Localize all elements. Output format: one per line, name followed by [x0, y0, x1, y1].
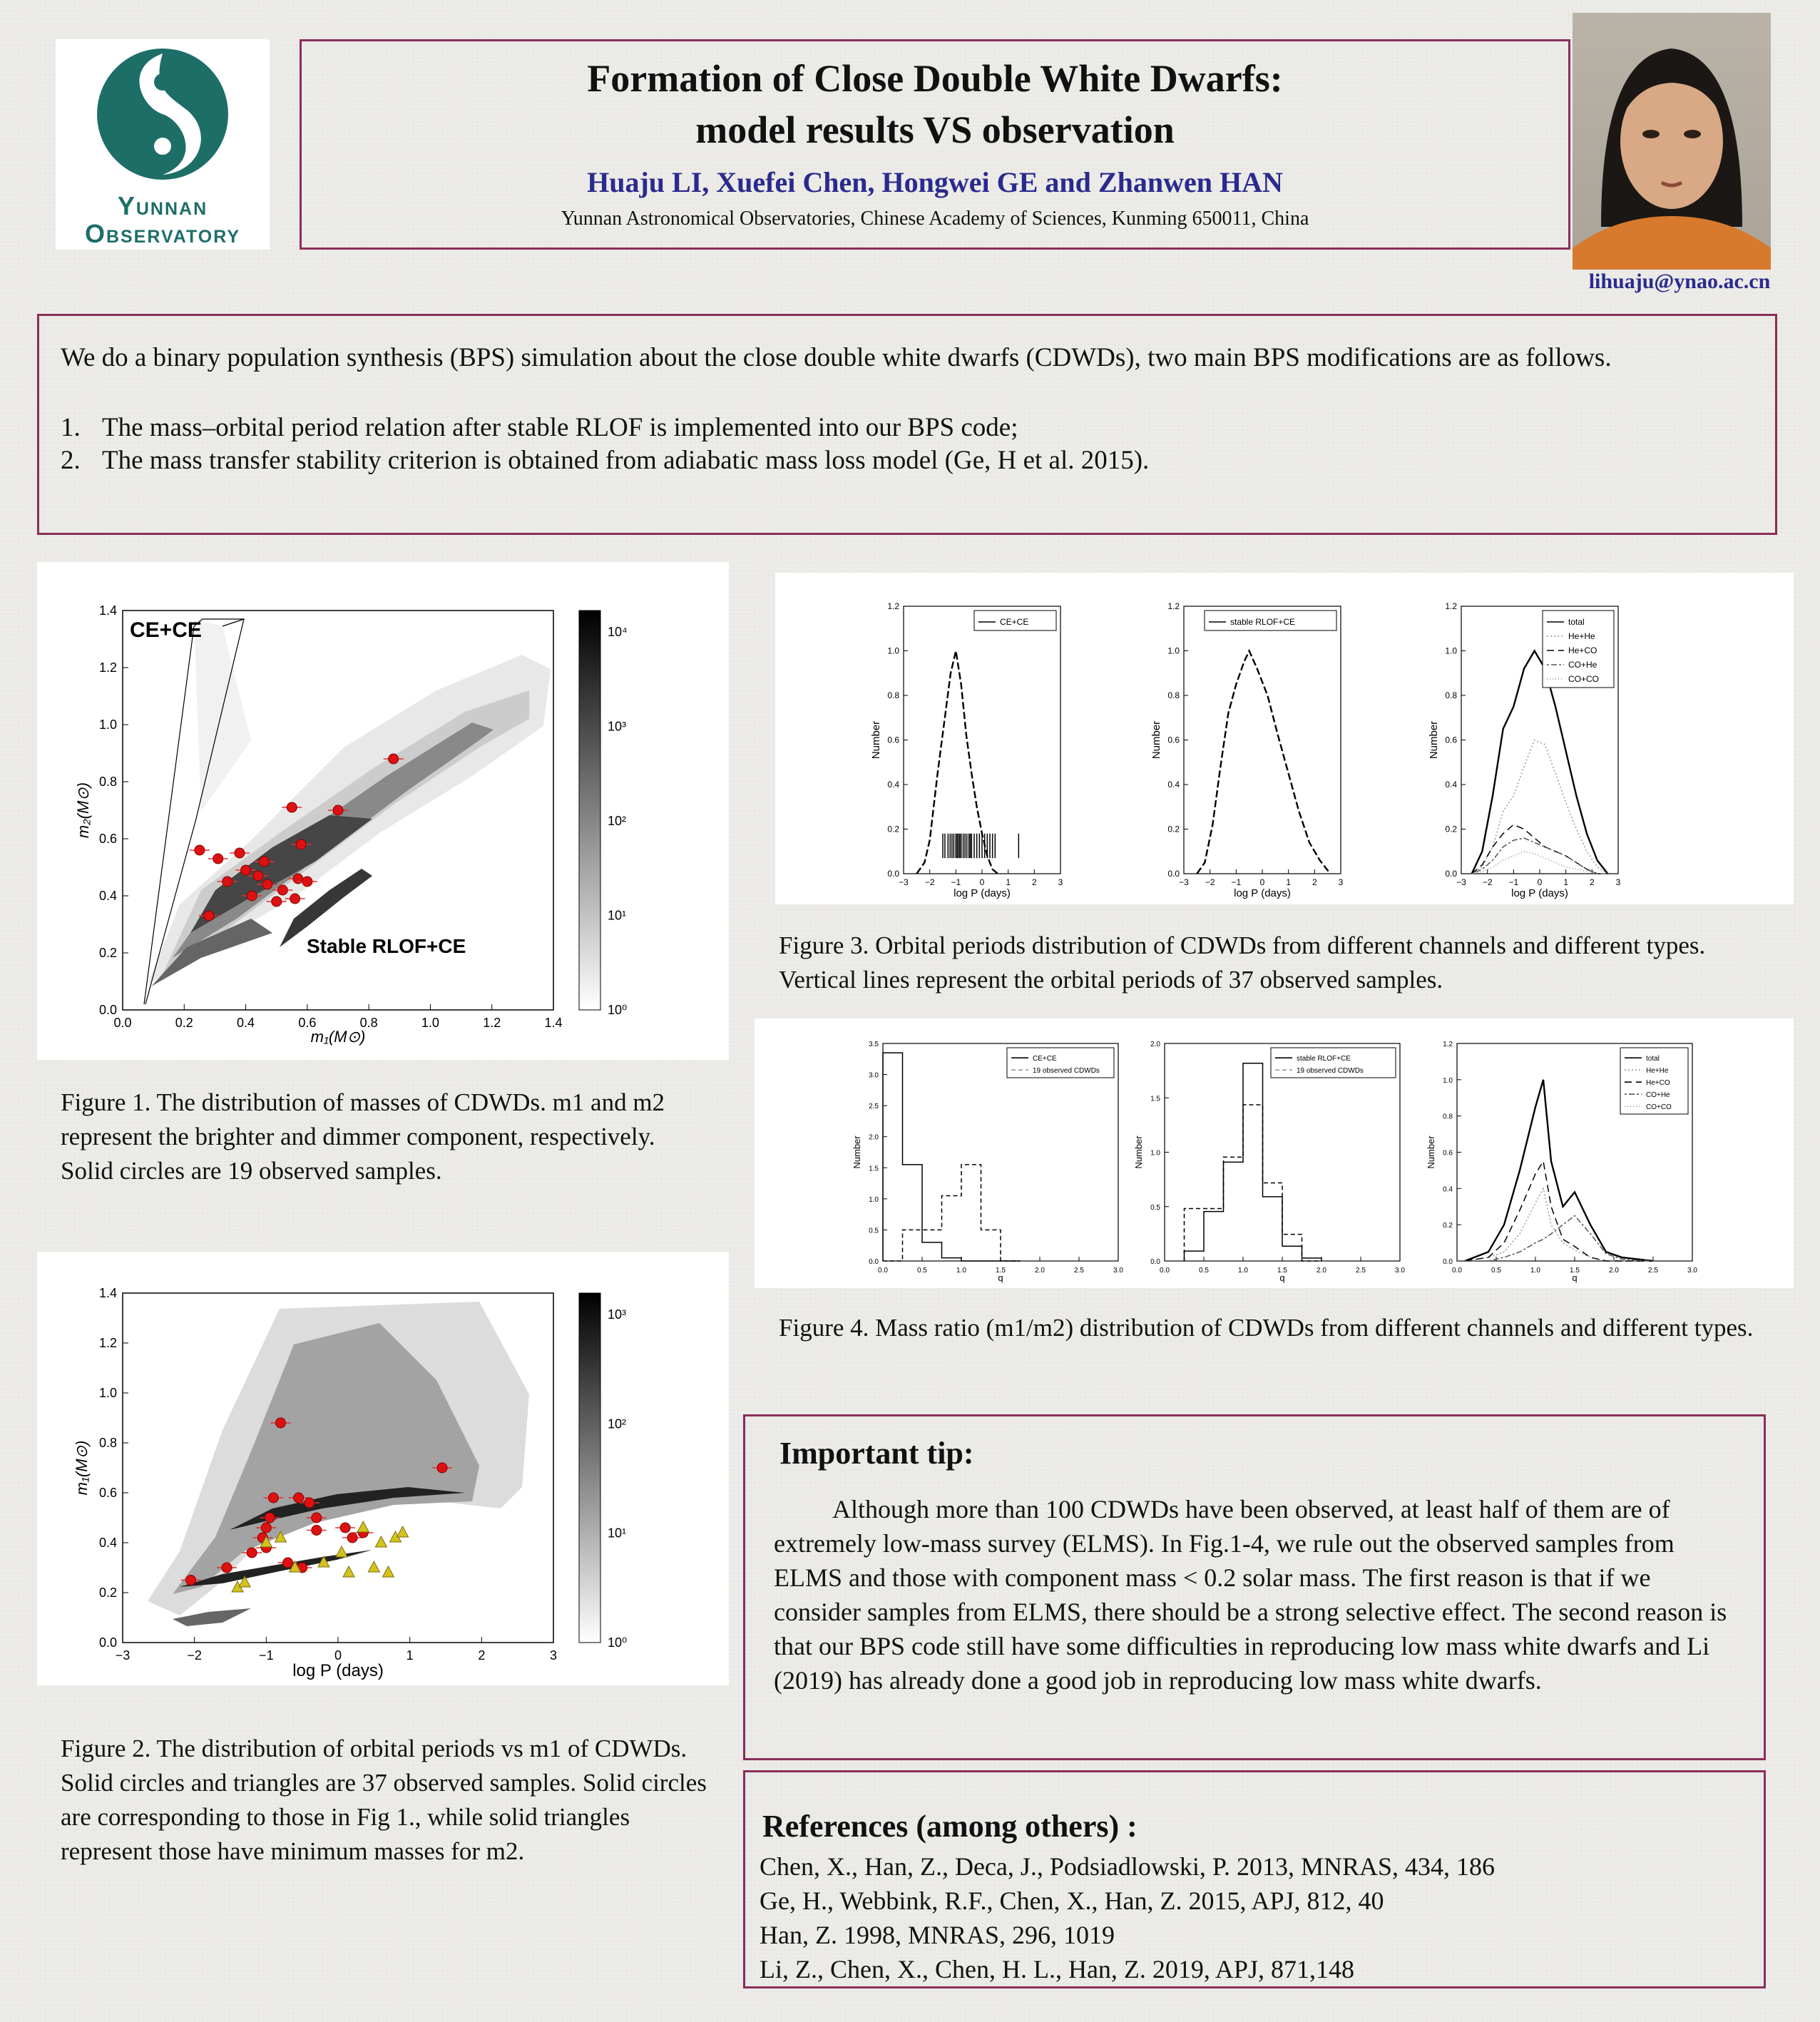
x-axis-label: log P (days)	[1234, 887, 1291, 899]
observed-circle	[262, 879, 272, 889]
x-tick-label: 3	[1058, 877, 1063, 887]
intro-text: We do a binary population synthesis (BPS) simulation about the close double white dwarfs (CDWDs), two main BPS modifications are as follows.	[61, 343, 1612, 372]
y-axis-label: Number	[852, 1135, 862, 1169]
x-tick-label: 0.4	[237, 1016, 255, 1030]
fig1-xlabel: m₁(M⊙)	[310, 1028, 366, 1046]
observed-circle	[259, 857, 269, 867]
y-tick-label: 3.5	[869, 1041, 879, 1048]
observed-circle	[302, 877, 312, 887]
y-tick-label: 0.8	[1443, 1113, 1453, 1121]
observed-circle	[312, 1526, 322, 1536]
y-tick-label: 2.0	[869, 1133, 879, 1142]
observed-circle	[290, 894, 300, 904]
x-tick-label: 1.4	[544, 1016, 563, 1030]
figure4-caption: Figure 4. Mass ratio (m1/m2) distribution of CDWDs from different channels and different types.	[779, 1314, 1754, 1342]
email[interactable]: lihuaju@ynao.ac.cn	[1588, 270, 1771, 293]
x-tick-label: 2	[1312, 877, 1317, 887]
reference-item-3: Han, Z. 1998, MNRAS, 296, 1019	[760, 1921, 1115, 1949]
colorbar-tick-label: 10²	[608, 814, 627, 828]
figure3-chart	[775, 573, 1794, 904]
figure1-panel	[37, 562, 729, 1060]
figure3-caption: Figure 3. Orbital periods distribution of CDWDs from different channels and different types. Vertical lines represent the orbital periods of 37 observed samples.	[779, 931, 1706, 994]
x-tick-label: 0.5	[1491, 1267, 1501, 1275]
observed-circle	[296, 839, 306, 849]
y-tick-label: 0.5	[869, 1227, 879, 1235]
x-axis-label: log P (days)	[954, 887, 1011, 899]
y-tick-label: 0.6	[887, 735, 899, 745]
y-tick-label: 2.0	[1150, 1041, 1160, 1048]
intro-item-2	[61, 444, 1149, 477]
x-tick-label: 0.0	[1452, 1267, 1462, 1275]
y-tick-label: 0.0	[98, 1003, 117, 1017]
y-tick-label: 1.2	[1445, 601, 1457, 611]
reference-item-2: Ge, H., Webbink, R.F., Chen, X., Han, Z. 2015, APJ, 812, 40	[760, 1886, 1384, 1915]
legend-label: CO+CO	[1646, 1103, 1672, 1112]
observed-circle	[294, 1493, 304, 1503]
y-tick-label: 1.0	[98, 718, 117, 732]
x-tick-label: 0	[334, 1648, 342, 1663]
affiliation: Yunnan Astronomical Observatories, Chinese Academy of Sciences, Kunming 650011, China	[561, 208, 1309, 230]
y-tick-label: 1.4	[98, 1286, 117, 1300]
y-tick-label: 1.0	[98, 1386, 117, 1400]
x-tick-label: 0.0	[113, 1016, 132, 1030]
observed-circle	[235, 848, 245, 858]
x-tick-label: 3.0	[1395, 1267, 1405, 1275]
y-tick-label: 1.0	[1445, 645, 1457, 656]
observed-circle	[268, 1493, 278, 1503]
x-tick-label: −1	[1508, 877, 1519, 887]
x-tick-label: 0	[979, 877, 985, 887]
fig2-colorbar-ticks	[608, 1307, 627, 1650]
colorbar-tick-label: 10³	[608, 719, 627, 734]
observed-circle	[265, 1513, 275, 1523]
y-tick-label: 0.0	[1150, 1258, 1160, 1266]
intro-box	[37, 314, 1777, 535]
observed-circle	[213, 854, 223, 864]
x-tick-label: 0	[1537, 877, 1543, 887]
y-tick-label: 0.5	[1150, 1203, 1160, 1212]
observed-circle	[283, 1558, 293, 1568]
tip-text: Although more than 100 CDWDs have been observed, at least half of them are of extremely low-mass survey (ELMS). In Fig.1-4, we rule out the observed samples from ELMS and those with component mass < 0.2 solar mass. The first reason is that if we consider samples from ELMS, there should be a strong selective effect. The second reason is that our BPS code still have some difficulties in reproducing low mass white dwarfs and Li (2019) has already done a good job in reproducing low mass white dwarfs.	[774, 1495, 1727, 1695]
subplot-frame	[1184, 606, 1341, 874]
y-tick-label: 1.0	[1150, 1149, 1160, 1158]
x-tick-label: 0	[1259, 877, 1265, 887]
y-tick-label: 0.8	[98, 1436, 117, 1450]
intro-item-2-number: 2.	[61, 446, 81, 475]
colorbar-tick-label: 10²	[608, 1416, 627, 1431]
x-tick-label: 1.2	[483, 1016, 501, 1030]
y-tick-label: 0.4	[98, 1536, 117, 1550]
y-tick-label: 0.4	[1167, 780, 1180, 790]
legend-label: stable RLOF+CE	[1297, 1055, 1351, 1063]
y-tick-label: 0.4	[1445, 780, 1457, 790]
x-tick-label: 3	[1338, 877, 1344, 887]
reference-item-4: Li, Z., Chen, X., Chen, H. L., Han, Z. 2019, APJ, 871,148	[760, 1955, 1354, 1983]
logo-line1: Yunnan	[117, 191, 208, 220]
x-tick-label: 1	[1286, 877, 1292, 887]
colorbar-tick-label: 10¹	[608, 908, 627, 923]
title-box	[300, 39, 1570, 250]
x-tick-label: 0.0	[1160, 1267, 1170, 1275]
tip-heading: Important tip:	[779, 1436, 974, 1471]
references-list	[760, 1849, 1495, 1986]
legend-label: CE+CE	[1033, 1055, 1057, 1063]
y-axis-label: Number	[1150, 720, 1162, 760]
observed-circle	[241, 865, 251, 875]
x-tick-label: 0.2	[175, 1016, 193, 1030]
x-tick-label: 0.6	[298, 1016, 317, 1030]
observed-circle	[261, 1523, 271, 1533]
x-axis-label: q	[1279, 1272, 1285, 1283]
x-tick-label: 0.5	[1199, 1267, 1209, 1275]
intro-item-2-text: The mass transfer stability criterion is obtained from adiabatic mass loss model (Ge, H et al. 2015).	[102, 446, 1150, 475]
portrait-icon	[1573, 13, 1771, 270]
y-tick-label: 1.2	[887, 601, 899, 611]
y-tick-label: 0.0	[1443, 1258, 1453, 1266]
x-tick-label: 3.0	[1687, 1267, 1697, 1275]
x-tick-label: −3	[899, 877, 909, 887]
colorbar-tick-label: 10¹	[608, 1526, 627, 1541]
legend-label: CE+CE	[1000, 617, 1029, 627]
y-tick-label: 0.6	[98, 832, 117, 846]
observed-circle	[287, 802, 297, 812]
colorbar-tick-label: 10⁰	[608, 1635, 628, 1650]
observed-circle	[277, 885, 287, 895]
y-axis-label: Number	[1426, 1135, 1436, 1169]
observed-circle	[253, 871, 263, 881]
observed-circle	[347, 1533, 357, 1543]
y-tick-label: 1.0	[869, 1195, 879, 1204]
x-tick-label: −1	[951, 877, 961, 887]
x-tick-label: 2.0	[1317, 1267, 1326, 1275]
legend-label: CO+He	[1568, 660, 1597, 670]
x-tick-label: 3	[1615, 877, 1621, 887]
figure3-panel	[775, 573, 1794, 904]
colorbar-tick-label: 10³	[608, 1307, 627, 1322]
x-tick-label: 1.5	[996, 1267, 1006, 1275]
x-tick-label: −3	[1179, 877, 1189, 887]
x-tick-label: 2.5	[1356, 1267, 1366, 1275]
legend-label: He+CO	[1646, 1079, 1670, 1088]
figure4-chart	[755, 1018, 1794, 1288]
x-tick-label: −2	[1205, 877, 1215, 887]
y-tick-label: 0.4	[98, 889, 117, 903]
legend-label: total	[1646, 1055, 1660, 1063]
logo-panel	[56, 39, 270, 250]
y-axis-label: Number	[1428, 720, 1440, 760]
x-tick-label: 2.0	[1035, 1267, 1045, 1275]
observed-circle	[389, 754, 399, 764]
y-tick-label: 1.5	[869, 1165, 879, 1173]
references-heading: References (among others) :	[762, 1809, 1138, 1844]
y-tick-label: 0.6	[1167, 735, 1180, 745]
observed-circle	[195, 845, 205, 855]
authors: Huaju LI, Xuefei Chen, Hongwei GE and Zhanwen HAN	[587, 166, 1283, 198]
legend-label: He+He	[1646, 1067, 1669, 1076]
observed-circle	[275, 1418, 285, 1428]
fig1-label-ce: CE+CE	[130, 618, 202, 642]
x-tick-label: −2	[187, 1648, 202, 1663]
y-tick-label: 0.2	[1445, 824, 1457, 834]
x-tick-label: −1	[1231, 877, 1242, 887]
observed-circle	[223, 877, 232, 887]
y-tick-label: 0.2	[98, 1586, 117, 1600]
legend-label: 19 observed CDWDs	[1033, 1067, 1100, 1076]
y-tick-label: 1.4	[98, 603, 117, 618]
y-tick-label: 0.8	[1167, 690, 1180, 700]
y-tick-label: 1.2	[1443, 1041, 1453, 1048]
y-tick-label: 0.2	[1443, 1222, 1453, 1230]
observed-circle	[333, 805, 343, 815]
fig1-ylabel: m₂(M⊙)	[74, 782, 92, 839]
x-axis-label: log P (days)	[1511, 887, 1568, 899]
fig1-label-stable: Stable RLOF+CE	[307, 935, 466, 957]
x-tick-label: 1	[406, 1648, 414, 1663]
y-tick-label: 1.5	[1150, 1095, 1160, 1103]
x-tick-label: 2	[478, 1648, 486, 1663]
reference-item-1: Chen, X., Han, Z., Deca, J., Podsiadlowski, P. 2013, MNRAS, 434, 186	[760, 1852, 1495, 1881]
legend-label: 19 observed CDWDs	[1297, 1067, 1364, 1076]
legend-label: He+He	[1568, 631, 1595, 641]
y-axis-label: Number	[1133, 1135, 1144, 1169]
fig1-colorbar-ticks	[608, 625, 628, 1017]
observed-circle	[437, 1463, 447, 1473]
fig2-xlabel: log P (days)	[292, 1661, 384, 1680]
title-line2: model results VS observation	[695, 108, 1175, 151]
y-tick-label: 0.2	[1167, 824, 1180, 834]
colorbar-tick-label: 10⁴	[608, 625, 628, 639]
y-tick-label: 0.0	[869, 1258, 879, 1266]
y-tick-label: 0.6	[98, 1486, 117, 1500]
y-tick-label: 2.5	[869, 1103, 879, 1111]
observed-circle	[204, 911, 214, 921]
legend-label: total	[1568, 617, 1585, 627]
observatory-logo-icon	[56, 39, 270, 189]
y-tick-label: 0.0	[1445, 869, 1457, 879]
y-tick-label: 1.0	[1167, 645, 1180, 656]
x-tick-label: 2.0	[1609, 1267, 1619, 1275]
fig1-colorbar	[579, 611, 600, 1010]
x-tick-label: 1	[1563, 877, 1569, 887]
author-photo	[1573, 13, 1771, 270]
y-tick-label: 0.8	[887, 690, 899, 700]
x-tick-label: 1.0	[1530, 1267, 1540, 1275]
observed-circle	[293, 874, 303, 884]
y-tick-label: 1.2	[1167, 601, 1180, 611]
y-tick-label: 0.0	[98, 1635, 117, 1650]
y-tick-label: 0.2	[887, 824, 899, 834]
x-tick-label: 2.5	[1648, 1267, 1658, 1275]
observed-circle	[222, 1563, 232, 1573]
y-tick-label: 3.0	[869, 1071, 879, 1080]
figure1-chart	[37, 562, 729, 1060]
y-tick-label: 0.0	[1167, 869, 1180, 879]
tip-box	[743, 1414, 1766, 1760]
x-tick-label: 3	[549, 1648, 558, 1663]
x-tick-label: 1.0	[421, 1016, 439, 1030]
x-tick-label: 3.0	[1113, 1267, 1123, 1275]
references-box	[743, 1770, 1766, 1988]
y-tick-label: 0.8	[98, 775, 117, 789]
observed-circle	[272, 897, 282, 907]
observed-circle	[247, 1548, 257, 1558]
y-tick-label: 0.4	[1443, 1185, 1453, 1194]
x-tick-label: 1.5	[1570, 1267, 1580, 1275]
x-tick-label: 1.0	[956, 1267, 966, 1275]
fig2-colorbar	[579, 1293, 600, 1643]
y-tick-label: 0.8	[1445, 690, 1457, 700]
legend-label: CO+He	[1646, 1091, 1670, 1100]
x-tick-label: 1	[1006, 877, 1011, 887]
y-tick-label: 1.0	[1443, 1076, 1453, 1085]
observed-circle	[312, 1513, 322, 1523]
intro-item-1	[61, 412, 1018, 444]
logo-line2: Observatory	[84, 219, 241, 248]
x-tick-label: −2	[1482, 877, 1493, 887]
colorbar-tick-label: 10⁰	[608, 1003, 628, 1017]
legend-label: stable RLOF+CE	[1230, 617, 1296, 627]
y-tick-label: 1.2	[98, 1336, 117, 1350]
figure2-panel	[37, 1252, 729, 1685]
y-tick-label: 0.4	[887, 780, 899, 790]
x-tick-label: −1	[259, 1648, 274, 1663]
y-tick-label: 1.0	[887, 645, 899, 656]
figure4-panel	[755, 1018, 1794, 1288]
y-tick-label: 0.0	[887, 869, 899, 879]
y-tick-label: 1.2	[98, 660, 117, 675]
title-line1: Formation of Close Double White Dwarfs:	[587, 57, 1283, 100]
x-tick-label: 0.8	[359, 1016, 378, 1030]
x-tick-label: 2	[1031, 877, 1037, 887]
x-tick-label: 1.0	[1238, 1267, 1248, 1275]
observed-circle	[247, 891, 257, 901]
intro-item-1-number: 1.	[61, 413, 81, 442]
x-tick-label: 0.0	[878, 1267, 888, 1275]
x-tick-label: 2.5	[1074, 1267, 1084, 1275]
y-tick-label: 0.6	[1443, 1149, 1453, 1158]
x-tick-label: −3	[115, 1648, 131, 1663]
x-tick-label: −2	[924, 877, 935, 887]
y-tick-label: 0.6	[1445, 735, 1457, 745]
figure2-caption: Figure 2. The distribution of orbital periods vs m1 of CDWDs. Solid circles and triangles are 37 observed samples. Solid circles are corresponding to those in Fig 1., while solid triangles represent those have minimum masses for m2.	[61, 1735, 707, 1865]
legend-label: CO+CO	[1568, 674, 1600, 684]
x-tick-label: 1.5	[1277, 1267, 1287, 1275]
legend-label: He+CO	[1568, 645, 1597, 655]
y-tick-label: 0.2	[98, 946, 117, 960]
x-axis-label: q	[998, 1272, 1003, 1283]
x-tick-label: −3	[1456, 877, 1466, 887]
intro-item-1-text: The mass–orbital period relation after stable RLOF is implemented into our BPS code;	[102, 413, 1018, 442]
observed-circle	[305, 1498, 315, 1508]
figure1-caption: Figure 1. The distribution of masses of CDWDs. m1 and m2 represent the brighter and dimmer component, respectively. Solid circles are 19 observed samples.	[61, 1088, 665, 1185]
observed-circle	[340, 1523, 350, 1533]
x-tick-label: 2	[1589, 877, 1595, 887]
observed-circle	[186, 1576, 196, 1586]
fig2-ylabel: m₁(M⊙)	[73, 1440, 91, 1496]
x-axis-label: q	[1572, 1272, 1578, 1283]
figure2-chart	[37, 1252, 729, 1685]
y-axis-label: Number	[870, 720, 882, 760]
x-tick-label: 0.5	[917, 1267, 927, 1275]
